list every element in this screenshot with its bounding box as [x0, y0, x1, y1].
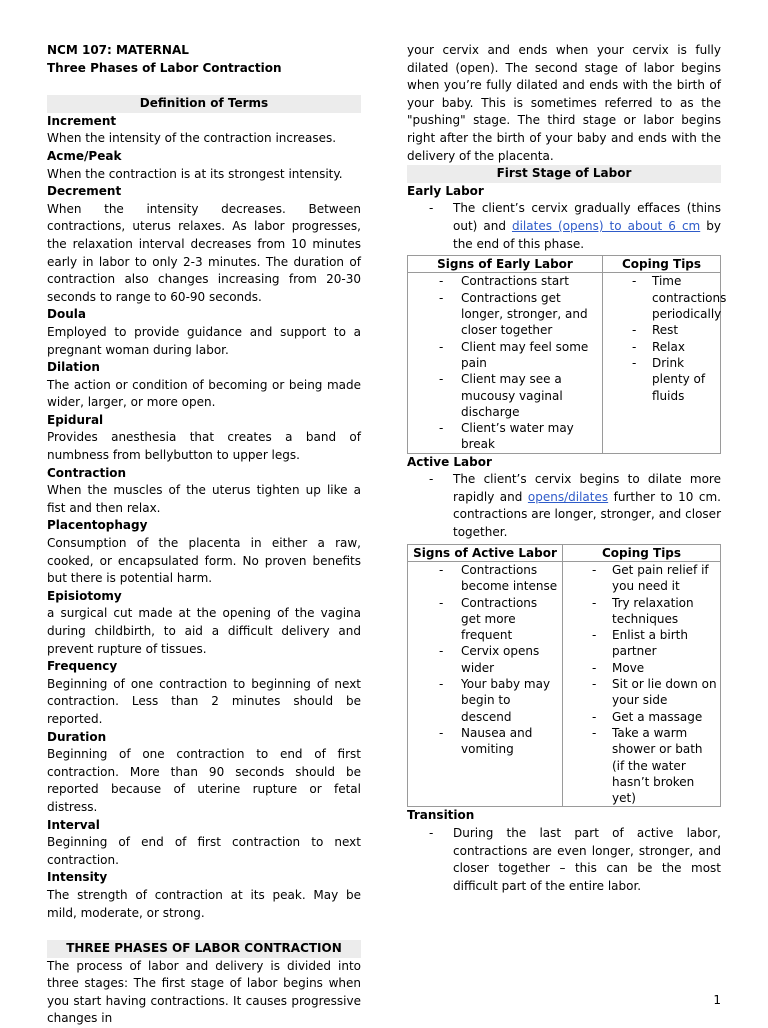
phases-heading: THREE PHASES OF LABOR CONTRACTION [47, 940, 361, 958]
early-labor-bullets [407, 200, 721, 253]
course-title: NCM 107: MATERNAL [47, 43, 189, 57]
active-sign-item: - Contractions get more frequent [411, 595, 559, 644]
definition-term: Duration [47, 729, 107, 744]
early-sign-item: - Contractions get longer, stronger, and closer together [411, 290, 599, 339]
phases-intro-right: your cervix and ends when your cervix is fully dilated (open). The second stage of labor begins when you’re fully dilated and ends with the birth of your baby. This is sometimes referred to as the "pushing" stage. The third stage or labor begins right after the birth of your baby and ends with the delivery of the placenta. [407, 43, 721, 163]
early-tips-header: Coping Tips [603, 256, 721, 273]
early-labor-bullet [407, 200, 721, 253]
active-sign-item: - Nausea and vomiting [411, 725, 559, 758]
page-number: 1 [713, 993, 721, 1007]
transition-bullet: - During the last part of active labor, contractions are even longer, stronger, and closer together – this can be the most difficult part of the entire labor. [407, 825, 721, 895]
definitions-heading: Definition of Terms [47, 95, 361, 113]
definition-term: Contraction [47, 465, 127, 480]
definition-text: Beginning of one contraction to end of first contraction. More than 90 seconds should be reported because of uterine rupture or fetal distress. [47, 747, 361, 814]
definition-term: Dilation [47, 360, 100, 375]
early-labor-table [407, 255, 727, 454]
active-sign-item: - Your baby may begin to descend [411, 676, 559, 725]
active-tip-item: - Move [566, 660, 717, 676]
definition-term: Placentophagy [47, 518, 148, 533]
definition-term: Increment [47, 113, 117, 128]
active-tips-header: Coping Tips [563, 544, 721, 561]
definition-text: a surgical cut made at the opening of the vagina during childbirth, to aid a difficult delivery and prevent rupture of tissues. [47, 606, 361, 656]
active-tip-item: - Sit or lie down on your side [566, 676, 717, 709]
active-tip-item: - Take a warm shower or bath (if the water hasn’t broken yet) [566, 725, 717, 806]
right-column [407, 42, 727, 895]
early-sign-item: - Client’s water may break [411, 420, 599, 453]
active-labor-bullet [407, 471, 721, 541]
first-stage-heading: First Stage of Labor [407, 165, 721, 183]
early-tip-item: - Time contractions periodically [606, 273, 717, 322]
early-bullet-text: The client’s cervix gradually effaces (thins out) and [453, 201, 721, 233]
definition-text: When the contraction is at its strongest intensity. [47, 166, 343, 181]
definitions-list [47, 113, 361, 922]
early-sign-item: - Client may feel some pain [411, 339, 599, 372]
definition-text: Consumption of the placenta in either a raw, cooked, or encapsulated form. No proven benefits but there is potential harm. [47, 536, 361, 586]
phases-intro-left: The process of labor and delivery is divided into three stages: The first stage of labor begins when you start having contractions. It causes progressive changes in [47, 958, 361, 1026]
definition-text: When the intensity decreases. Between contractions, uterus relaxes. As labor progresses, the relaxation interval decreases from 10 minutes early in labor to only 2-3 minutes. The duration of contraction also changes increasing from 20-30 seconds to range to 60-90 seconds. [47, 201, 361, 304]
definition-term: Intensity [47, 870, 108, 885]
early-signs-cell [408, 273, 603, 453]
definition-term: Frequency [47, 659, 118, 674]
document-title: Three Phases of Labor Contraction [47, 60, 282, 75]
definition-term: Episiotomy [47, 588, 122, 603]
definition-text: When the intensity of the contraction increases. [47, 131, 337, 146]
definition-term: Acme/Peak [47, 148, 122, 163]
definition-term: Decrement [47, 184, 122, 199]
definition-text: Employed to provide guidance and support to a pregnant woman during labor. [47, 324, 361, 357]
dilates-link[interactable]: dilates (opens) to about 6 cm [511, 218, 701, 233]
early-sign-item: - Client may see a mucousy vaginal discharge [411, 371, 599, 420]
definition-text: The action or condition of becoming or being made wider, larger, or more open. [47, 377, 361, 410]
definition-text: Provides anesthesia that creates a band of numbness from bellybutton to upper legs. [47, 430, 361, 463]
active-labor-table [407, 544, 721, 808]
early-sign-item: - Contractions start [411, 273, 599, 289]
early-tips-cell [603, 273, 727, 453]
active-sign-item: - Cervix opens wider [411, 643, 559, 676]
left-column [47, 42, 361, 1028]
active-signs-header: Signs of Active Labor [408, 544, 563, 561]
active-tip-item: - Try relaxation techniques [566, 595, 717, 628]
active-tip-item: - Get pain relief if you need it [566, 562, 717, 595]
transition-title: Transition [407, 808, 475, 823]
early-labor-title: Early Labor [407, 183, 484, 198]
transition-bullets [407, 825, 721, 895]
definition-term: Epidural [47, 412, 104, 427]
early-tip-item: - Drink plenty of fluids [606, 355, 717, 404]
definition-text: The strength of contraction at its peak. May be mild, moderate, or strong. [47, 887, 361, 920]
active-tip-item: - Enlist a birth partner [566, 627, 717, 660]
active-labor-title: Active Labor [407, 454, 492, 469]
active-signs-cell [408, 561, 563, 806]
early-bullet-text-end: by the end of this phase. [453, 218, 721, 251]
early-tip-item: - Relax [606, 339, 717, 355]
definition-text: Beginning of one contraction to beginning of next contraction. Less than 2 minutes should be reported. [47, 676, 361, 726]
definition-text: When the muscles of the uterus tighten up like a fist and then relax. [47, 483, 361, 515]
active-labor-bullets [407, 471, 721, 541]
early-tip-item: - Rest [606, 322, 717, 338]
definition-term: Interval [47, 817, 100, 832]
definition-term: Doula [47, 307, 86, 322]
active-bullet-text-end: further to 10 cm. contractions are longer, stronger, and closer together. [453, 489, 721, 540]
active-bullet-text: The client’s cervix begins to dilate more rapidly and [453, 472, 721, 504]
definition-text: Beginning of end of first contraction to next contraction. [47, 835, 361, 867]
early-signs-header: Signs of Early Labor [408, 256, 603, 273]
opens-dilates-link[interactable]: opens/dilates [527, 489, 609, 504]
active-tips-cell [563, 561, 721, 806]
active-sign-item: - Contractions become intense [411, 562, 559, 595]
active-tip-item: - Get a massage [566, 709, 717, 725]
